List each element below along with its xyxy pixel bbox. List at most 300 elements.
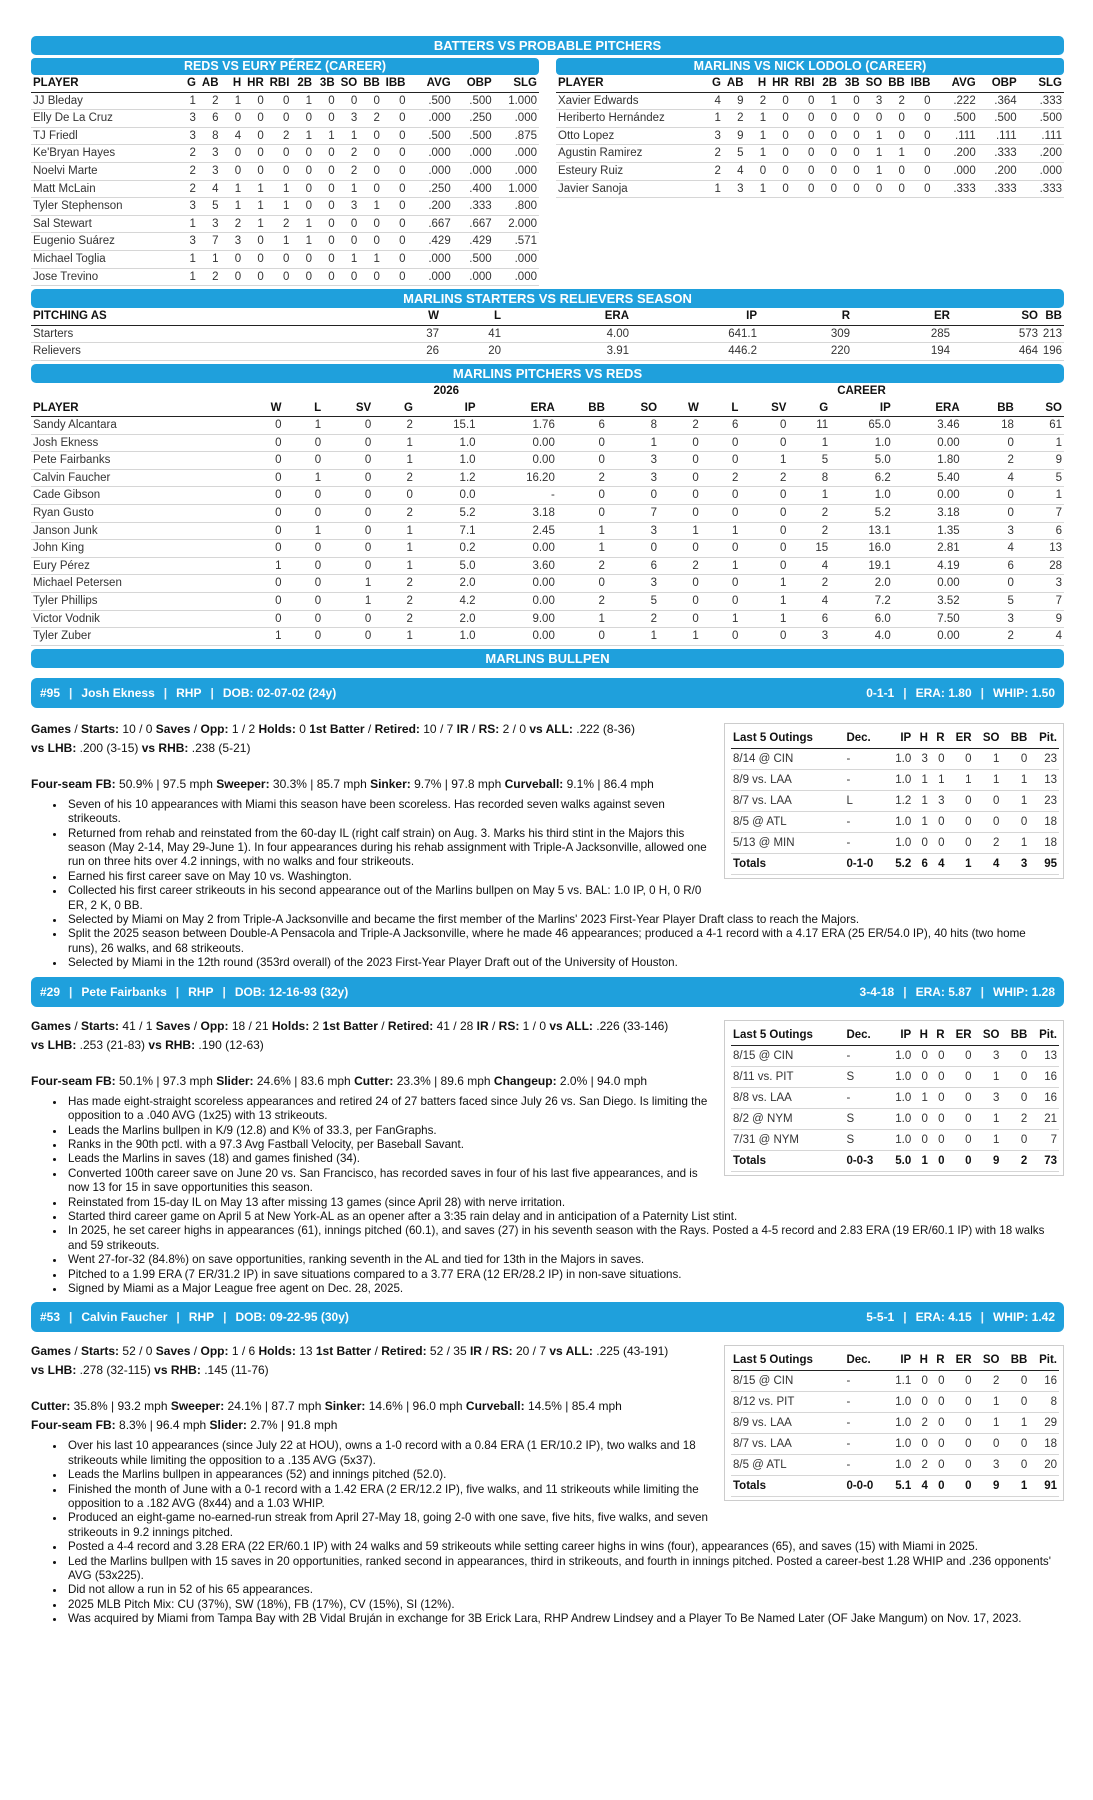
note-item: • Led the Marlins bullpen with 15 saves in 20 opportunities, ranked second in appearances, third in strikeouts, and fourth in innings pitched. Posted a career-best 1.28 WHIP and .236 opponents' AVG (53x225). <box>66 1555 1056 1584</box>
usage-label: Holds: <box>258 1344 296 1359</box>
pvr-cell: 0.00 <box>532 542 555 555</box>
last5-col-header: IP <box>900 731 912 744</box>
reds-vs-perez-cell: 0 <box>399 147 406 160</box>
pvr-cell: 0 <box>364 542 372 555</box>
reds-vs-perez-cell: 0 <box>328 112 335 125</box>
marlins-vs-lodolo-cell: 1 <box>875 164 883 177</box>
separator: | <box>175 984 180 999</box>
reds-vs-perez-cell: .000 <box>428 252 451 265</box>
pitch-usage: 24.6% | 83.6 mph <box>253 1073 355 1088</box>
outing-cell: 0 <box>1020 1070 1028 1083</box>
reds-vs-perez-cell: 0 <box>328 200 335 213</box>
reds-vs-perez-col-header: BB <box>363 77 380 89</box>
reds-vs-perez-cell: 0 <box>283 270 290 283</box>
separator: | <box>69 984 73 999</box>
outing-cell: S <box>846 1070 855 1083</box>
svr-table <box>31 308 1064 361</box>
usage-value: 52 / 35 <box>426 1344 470 1359</box>
marlins-vs-lodolo-cell: 0 <box>853 164 860 177</box>
usage-value: / <box>190 1344 201 1359</box>
split-label: vs LHB: <box>31 1037 77 1052</box>
marlins-vs-lodolo-cell: 0 <box>808 129 815 142</box>
marlins-vs-lodolo-player-cell: Javier Sanoja <box>558 182 628 195</box>
pitch-type: Changeup: <box>493 1073 557 1088</box>
usage-value: 10 / 0 <box>119 721 156 736</box>
reds-vs-perez-cell: 0 <box>328 164 335 177</box>
pvr-cell: 1 <box>275 630 282 643</box>
note-item: • Produced an eight-game no-earned-run streak from April 27-May 18, going 2-0 with one save, five hits, five walks, and seven strikeouts in 9.2 innings pitched. <box>66 1511 1056 1540</box>
note-item: • Was acquired by Miami from Tampa Bay with 2B Vidal Bruján in exchange for 3B Erick Lara, RHP Andrew Lindsey and a Player To Be Named Later (OF Jake Mangum) on Nov. 17, 2023. <box>66 1612 1056 1626</box>
pvr-cell: 5 <box>1007 595 1014 608</box>
reds-vs-perez-cell: .250 <box>428 182 451 195</box>
reds-vs-perez-cell: 4 <box>212 182 219 195</box>
note-item: • Split the 2025 season between Double-A Pensacola and Triple-A Jacksonville, where he made 46 appearances; produced a 4-1 record with a 4.17 ERA (25 ER/54.0 IP), 40 hits (two home runs), 26 walks, and 68 strikeouts. <box>66 927 1056 956</box>
marlins-vs-lodolo-cell: 0 <box>830 164 838 177</box>
separator: | <box>980 984 984 999</box>
outing-cell: 1.0 <box>895 836 912 849</box>
outing-cell: 1 <box>993 773 1000 786</box>
reds-vs-perez-cell: 0 <box>373 235 380 248</box>
marlins-vs-lodolo-col-header: BB <box>888 77 905 89</box>
reds-vs-perez-cell: 0 <box>399 200 406 213</box>
pvr-cell: 4 <box>821 559 829 572</box>
pitch-type: Sweeper: <box>170 1399 225 1414</box>
marlins-vs-lodolo-cell: 4 <box>737 164 744 177</box>
pvr-cell: 0 <box>780 436 787 449</box>
note-item: • Earned his first career save on May 10 vs. Washington. <box>66 870 1056 884</box>
pvr-cell: 5 <box>650 595 658 608</box>
pvr-cell: 0 <box>364 454 372 467</box>
pvr-cell: 0.00 <box>937 630 960 643</box>
marlins-vs-lodolo-cell: .500 <box>1039 112 1062 125</box>
pvr-cell: 1 <box>780 454 787 467</box>
outing-cell: 0 <box>938 1396 945 1409</box>
outing-cell: 0 <box>1020 1091 1028 1104</box>
reds-vs-perez-cell: 0 <box>283 94 290 107</box>
marlins-vs-lodolo-cell: 0 <box>924 129 931 142</box>
reds-vs-perez-cell: 0 <box>399 252 406 265</box>
svr-cell: 196 <box>1042 345 1062 358</box>
last5-col-header: IP <box>900 1028 912 1041</box>
marlins-vs-lodolo-row <box>556 92 1064 110</box>
outing-cell: 0 <box>1020 1459 1028 1472</box>
marlins-vs-lodolo-cell: 1 <box>875 147 883 160</box>
pvr-cell: 2.45 <box>532 524 555 537</box>
pvr-cell: 2.0 <box>459 577 476 590</box>
pvr-cell: 1.2 <box>459 471 476 484</box>
pvr-cell: 0 <box>692 507 699 520</box>
pitcher-number: #29 <box>40 984 61 999</box>
reds-vs-perez-cell: 0 <box>257 270 264 283</box>
marlins-vs-lodolo-col-header: SLG <box>1038 77 1062 89</box>
usage-label: Games <box>31 721 72 736</box>
outing-cell: 0 <box>938 1091 945 1104</box>
reds-vs-perez-cell: 0 <box>234 112 242 125</box>
pvr-col-header: ERA <box>530 401 555 414</box>
marlins-vs-lodolo-cell: 0 <box>853 94 860 107</box>
reds-vs-perez-cell: 0 <box>305 270 313 283</box>
split-value: .278 (32-115) <box>76 1363 155 1378</box>
pvr-cell: 9 <box>1055 454 1062 467</box>
last5-head <box>731 1025 1059 1046</box>
reds-vs-perez-cell: 4 <box>234 129 242 142</box>
last5-row <box>731 1434 1059 1455</box>
pvr-cell: 3 <box>821 630 829 643</box>
outing-cell: 0 <box>965 1070 972 1083</box>
last5-body <box>731 1371 1059 1497</box>
outing-cell: 0 <box>1020 815 1028 828</box>
last5-row <box>731 1045 1059 1066</box>
pvr-cell: 1 <box>821 489 829 502</box>
note-item: • Collected his first career strikeouts in his second appearance out of the Marlins bullpen on May 5 vs. BAL: 1.0 IP, 0 H, 0 R/0 ER, 2 K, 0 BB. <box>66 884 1056 913</box>
pvr-cell: 0 <box>275 595 282 608</box>
pitcher-body <box>31 1342 1064 1626</box>
marlins-vs-lodolo-cell: 3 <box>737 182 744 195</box>
pvr-cell: 0 <box>364 630 372 643</box>
pvr-cell: 1 <box>1055 436 1062 449</box>
pitch-type: Cutter: <box>354 1073 394 1088</box>
marlins-vs-lodolo-row <box>556 110 1064 128</box>
pvr-cell: 0 <box>275 436 282 449</box>
pvr-cell: 1.0 <box>874 436 891 449</box>
last5-row <box>731 1129 1059 1150</box>
pvr-cell: 2 <box>821 524 829 537</box>
outing-cell: 0 <box>921 1396 928 1409</box>
last5-col-header: R <box>936 731 945 744</box>
pvr-cell: 6.2 <box>874 471 891 484</box>
pvr-cell: 2 <box>692 559 699 572</box>
outing-cell: 0 <box>938 752 945 765</box>
reds-vs-perez-player-cell: Michael Toglia <box>33 252 106 265</box>
pvr-cell: 0.00 <box>532 454 555 467</box>
reds-vs-perez-cell: 2 <box>350 164 358 177</box>
note-item: • Leads the Marlins in saves (18) and games finished (34). <box>66 1152 1056 1166</box>
outing-cell: 1 <box>921 773 928 786</box>
usage-label: vs ALL: <box>529 721 573 736</box>
svr-cell: 309 <box>830 327 850 340</box>
pitch-type: Curveball: <box>504 776 564 791</box>
pvr-cell: 19.1 <box>868 559 891 572</box>
pvr-row <box>31 557 1064 575</box>
marlins-vs-lodolo-cell: 0 <box>808 112 815 125</box>
reds-vs-perez-cell: .000 <box>428 112 451 125</box>
reds-vs-perez-cell: 6 <box>212 112 219 125</box>
marlins-vs-lodolo-cell: 0 <box>898 112 905 125</box>
pvr-cell: 13.1 <box>868 524 891 537</box>
pvr-table <box>31 383 1064 646</box>
total-cell: Totals <box>733 857 767 870</box>
pvr-cell: 0 <box>314 542 322 555</box>
outing-cell: 1 <box>1020 773 1028 786</box>
pvr-cell: 1 <box>692 630 699 643</box>
pvr-cell: 61 <box>1049 419 1062 432</box>
outing-cell: 18 <box>1044 836 1057 849</box>
pvr-cell: 0 <box>598 436 605 449</box>
pitcher-number: #95 <box>40 685 61 700</box>
usage-value: 13 <box>295 1344 316 1359</box>
reds-vs-perez-cell: 1 <box>328 129 335 142</box>
outing-cell: 16 <box>1044 1070 1057 1083</box>
reds-vs-perez-cell: 0 <box>305 164 313 177</box>
outing-cell: 0 <box>965 1438 972 1451</box>
pvr-cell: 1 <box>275 559 282 572</box>
pvr-cell: 7 <box>1055 595 1062 608</box>
pitcher-section <box>31 678 1064 971</box>
pvr-cell: 0 <box>780 507 787 520</box>
pvr-player-cell: Josh Ekness <box>33 436 99 449</box>
pvr-cell: 16.0 <box>868 542 891 555</box>
pvr-col-header: SO <box>1045 401 1062 414</box>
usage-value: 2 <box>309 1018 323 1033</box>
pvr-cell: 1 <box>780 577 787 590</box>
pvr-cell: 0 <box>732 436 739 449</box>
pvr-cell: 3.60 <box>532 559 555 572</box>
reds-vs-perez-row <box>31 233 539 251</box>
usage-value: 2 / 0 <box>499 721 530 736</box>
marlins-vs-lodolo-cell: 0 <box>782 164 789 177</box>
pvr-cell: 4 <box>1007 471 1014 484</box>
total-cell: 0 <box>965 1480 972 1493</box>
last5-col-header: Pit. <box>1039 731 1057 744</box>
note-item: • Selected by Miami on May 2 from Triple-A Jacksonville and became the first member of the Marlins' 2023 First-Year Player Draft class to reach the Majors. <box>66 913 1056 927</box>
svr-cell: 194 <box>930 345 950 358</box>
reds-vs-perez-player-cell: Jose Trevino <box>33 270 99 283</box>
reds-vs-perez-row <box>31 145 539 163</box>
reds-vs-perez-cell: 1 <box>373 252 380 265</box>
reds-vs-perez <box>31 58 539 286</box>
reds-vs-perez-cell: 3 <box>189 112 196 125</box>
marlins-vs-lodolo-cell: 0 <box>808 147 815 160</box>
reds-vs-perez-cell: 0 <box>257 94 264 107</box>
outing-cell: 2 <box>921 1417 928 1430</box>
reds-vs-perez-cell: 0 <box>305 112 313 125</box>
reds-vs-perez-cell: .500 <box>469 252 492 265</box>
reds-vs-perez-cell: 0 <box>399 235 406 248</box>
reds-vs-perez-cell: .000 <box>514 112 537 125</box>
last5-col-header: Last 5 Outings <box>733 731 813 744</box>
pvr-cell: 6 <box>821 612 829 625</box>
last5-box <box>724 723 1064 879</box>
pvr-col-header: IP <box>879 401 891 414</box>
outing-cell: 1 <box>993 752 1000 765</box>
marlins-vs-lodolo-cell: 0 <box>875 112 883 125</box>
pitch-usage: 24.1% | 87.7 mph <box>224 1399 325 1414</box>
pvr-cell: 1 <box>406 630 413 643</box>
reds-vs-perez-cell: .800 <box>514 200 537 213</box>
reds-vs-perez-cell: .000 <box>469 164 492 177</box>
reds-vs-perez-cell: .667 <box>428 217 451 230</box>
outing-cell: 0 <box>938 1417 945 1430</box>
reds-vs-perez-cell: 1 <box>350 252 358 265</box>
marlins-vs-lodolo-cell: .111 <box>955 129 976 142</box>
pvr-player-cell: Victor Vodnik <box>33 612 100 625</box>
reds-vs-perez-cell: 1 <box>305 235 313 248</box>
pvr-cell: 7 <box>1055 507 1062 520</box>
pvr-cell: 0 <box>364 471 372 484</box>
outing-cell: 16 <box>1044 1375 1057 1388</box>
pvr-cell: 1.35 <box>937 524 960 537</box>
pvr-cell: 2 <box>406 471 413 484</box>
total-cell: 5.2 <box>895 857 912 870</box>
pvr-cell: 65.0 <box>868 419 891 432</box>
pvr-cell: 0 <box>598 489 605 502</box>
marlins-vs-lodolo-title: MARLINS VS NICK LODOLO (CAREER) <box>556 58 1064 75</box>
pvr-cell: 0 <box>732 507 739 520</box>
marlins-vs-lodolo-cell: 1 <box>759 182 767 195</box>
reds-vs-perez-cell: .500 <box>428 129 451 142</box>
total-cell: 1 <box>1020 1480 1028 1493</box>
pvr-row <box>31 522 1064 540</box>
reds-vs-perez-cell: .875 <box>514 129 537 142</box>
pitch-type: Curveball: <box>465 1399 525 1414</box>
pvr-cell: 3 <box>1055 577 1062 590</box>
pvr-cell: 1.0 <box>459 454 476 467</box>
marlins-vs-lodolo-cell: 2 <box>714 164 721 177</box>
outing-cell: 0 <box>1020 1396 1028 1409</box>
marlins-vs-lodolo-col-header: SO <box>865 77 883 89</box>
reds-vs-perez-row <box>31 110 539 128</box>
reds-vs-perez-cell: 0 <box>234 252 242 265</box>
pitch-type: Slider: <box>216 1073 254 1088</box>
total-cell: 0-1-0 <box>846 857 874 870</box>
pvr-cell: 6 <box>1055 524 1062 537</box>
last5-table <box>731 1350 1059 1497</box>
reds-vs-perez-cell: 3 <box>189 200 196 213</box>
note-item: • Posted a 4-4 record and 3.28 ERA (22 ER/60.1 IP) with 24 walks and 59 strikeouts while setting career highs in wins (four), appearances (65), and saves (15) with Miami in 2025. <box>66 1540 1056 1554</box>
pvr-cell: 0 <box>364 419 372 432</box>
bvp-tables <box>31 58 1064 286</box>
outing-cell: 0 <box>1020 752 1028 765</box>
pvr-col-header: L <box>314 401 322 414</box>
reds-vs-perez-col-header: AB <box>201 77 219 89</box>
total-cell: 0-0-3 <box>846 1154 874 1167</box>
pvr-cell: 2 <box>406 612 413 625</box>
outing-cell: 0 <box>921 836 928 849</box>
reds-vs-perez-cell: 1 <box>234 94 242 107</box>
pvr-cell: 2 <box>598 559 605 572</box>
pvr-cell: 7.2 <box>874 595 891 608</box>
usage-label: vs ALL: <box>549 1018 593 1033</box>
total-cell: 9 <box>993 1480 1000 1493</box>
pvr-group-2026: 2026 <box>433 384 460 397</box>
marlins-vs-lodolo-cell: 2 <box>759 94 767 107</box>
pvr-player-cell: Calvin Faucher <box>33 471 111 484</box>
usage-value: 52 / 0 <box>119 1344 156 1359</box>
reds-vs-perez-cell: 0 <box>350 217 358 230</box>
marlins-vs-lodolo-cell: 0 <box>830 112 838 125</box>
outing-cell: 0 <box>965 1112 972 1125</box>
pvr-cell: 28 <box>1049 559 1062 572</box>
pvr-cell: 0 <box>406 489 413 502</box>
separator: | <box>903 984 907 999</box>
pvr-cell: 2 <box>598 595 605 608</box>
reds-vs-perez-cell: 0 <box>399 270 406 283</box>
pvr-cell: 2 <box>1007 454 1014 467</box>
last5-col-header: ER <box>955 731 972 744</box>
marlins-vs-lodolo-cell: .200 <box>953 147 976 160</box>
reds-vs-perez-cell: .500 <box>428 94 451 107</box>
usage-value: 0 <box>295 721 310 736</box>
marlins-vs-lodolo-cell: 9 <box>737 94 744 107</box>
outing-cell: 1 <box>921 815 928 828</box>
marlins-vs-lodolo-header-row <box>556 75 1064 92</box>
last5-box <box>724 1020 1064 1176</box>
pvr-cell: 0 <box>780 524 787 537</box>
usage-value: / <box>364 721 375 736</box>
reds-vs-perez-cell: 0 <box>283 164 290 177</box>
reds-vs-perez-cell: 0 <box>257 129 264 142</box>
note-item: • Converted 100th career save on June 20 vs. San Francisco, has recorded saves in four of his last five appearances, and is now 13 for 15 in save opportunities this season. <box>66 1167 1056 1196</box>
note-item: • Returned from rehab and reinstated from the 60-day IL (right calf strain) on Aug. 3. Marks his third stint in the Majors this season (May 2-14, May 29-June 1). In four appearances during his rehab assignment with Triple-A Jacksonville, allowed one run on three hits over 4.2 innings, with no walks and four strikeouts. <box>66 827 1056 870</box>
total-cell: 3 <box>1020 857 1028 870</box>
reds-vs-perez-row <box>31 250 539 268</box>
svr-col-header: SO <box>1021 310 1038 323</box>
outing-cell: 23 <box>1044 752 1057 765</box>
marlins-vs-lodolo-cell: .333 <box>994 147 1017 160</box>
usage-value: / <box>190 721 201 736</box>
last5-col-header: ER <box>955 1028 972 1041</box>
pitcher-dob: DOB: 02-07-02 (24y) <box>222 685 337 700</box>
pvr-cell: 0 <box>732 542 739 555</box>
svr-cell: 37 <box>426 327 439 340</box>
pvr-cell: 0 <box>692 471 699 484</box>
pvr-cell: 5 <box>821 454 829 467</box>
pitch-type: Sweeper: <box>216 776 270 791</box>
pvr-cell: 1.76 <box>532 419 555 432</box>
marlins-vs-lodolo-cell: 3 <box>714 129 721 142</box>
last5-row <box>731 1108 1059 1129</box>
usage-label: Retired: <box>387 1018 434 1033</box>
marlins-vs-lodolo-row <box>556 127 1064 145</box>
bullpen-title: MARLINS BULLPEN <box>31 649 1064 668</box>
marlins-vs-lodolo-cell: 0 <box>808 94 815 107</box>
reds-vs-perez-cell: 0 <box>373 129 380 142</box>
marlins-vs-lodolo-player-cell: Xavier Edwards <box>558 94 639 107</box>
pvr-cell: 2 <box>650 612 658 625</box>
outing-cell: 2 <box>1020 1112 1028 1125</box>
pvr-cell: 1 <box>780 612 787 625</box>
pvr-cell: 6 <box>732 419 739 432</box>
last5-total-row <box>731 1150 1059 1171</box>
outing-cell: - <box>846 752 851 765</box>
usage-label: RS: <box>498 1018 520 1033</box>
outing-cell: 0 <box>965 1133 972 1146</box>
last5-col-header: Last 5 Outings <box>733 1354 813 1367</box>
note-item: • 2025 MLB Pitch Mix: CU (37%), SW (18%), FB (17%), CV (15%), SI (12%). <box>66 1598 1056 1612</box>
pvr-cell: 3 <box>650 471 658 484</box>
pitcher-name: Pete Fairbanks <box>81 984 167 999</box>
outing-cell: 1.0 <box>895 815 912 828</box>
pvr-row <box>31 417 1064 435</box>
total-cell: 5.0 <box>895 1154 912 1167</box>
marlins-vs-lodolo-cell: 0 <box>830 182 838 195</box>
bvp-title: BATTERS VS PROBABLE PITCHERS <box>31 36 1064 55</box>
marlins-vs-lodolo-cell: 0 <box>924 112 931 125</box>
reds-vs-perez-cell: 1 <box>189 217 196 230</box>
pvr-cell: 18 <box>1001 419 1014 432</box>
outing-cell: - <box>846 836 851 849</box>
svr-player-cell: Starters <box>33 327 74 340</box>
reds-vs-perez-cell: 0 <box>350 94 358 107</box>
pitch-usage: 14.6% | 96.0 mph <box>365 1399 466 1414</box>
reds-vs-perez-player-cell: Sal Stewart <box>33 217 92 230</box>
outing-cell: 3 <box>993 1091 1000 1104</box>
usage-label: 1st Batter <box>315 1344 372 1359</box>
pvr-row <box>31 575 1064 593</box>
pvr-cell: 2 <box>598 471 605 484</box>
marlins-vs-lodolo-cell: .111 <box>1041 129 1062 142</box>
total-cell: 0 <box>938 1154 945 1167</box>
